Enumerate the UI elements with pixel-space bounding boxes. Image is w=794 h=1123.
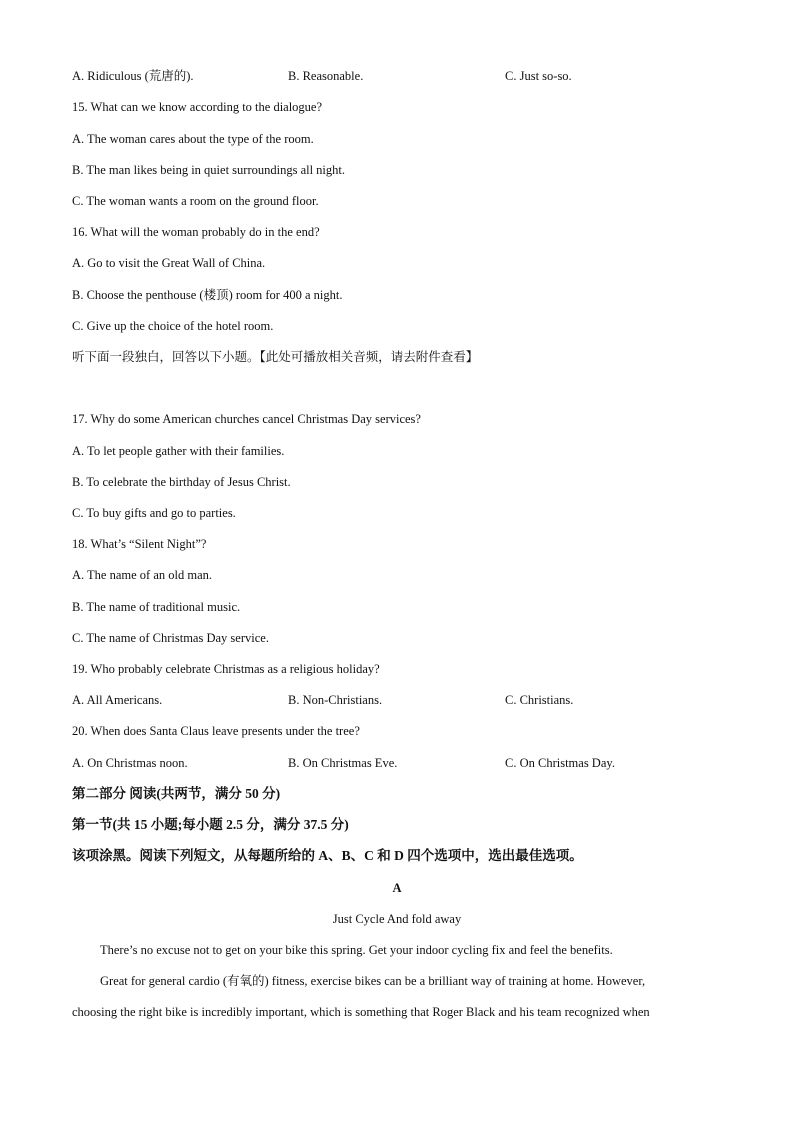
q17-option-b: B. To celebrate the birthday of Jesus Christ. xyxy=(72,475,291,489)
q15-question: 15. What can we know according to the dialogue? xyxy=(72,100,323,114)
q16-question: 16. What will the woman probably do in the end? xyxy=(72,225,320,239)
passage-line-1: There’s no excuse not to get on your bike this spring. Get your indoor cycling fix and feel the benefits. xyxy=(100,943,613,957)
q17-option-a: A. To let people gather with their families. xyxy=(72,444,285,458)
q20-option-b: B. On Christmas Eve. xyxy=(288,756,398,770)
q16-option-c: C. Give up the choice of the hotel room. xyxy=(72,319,274,333)
q14-options xyxy=(0,68,794,84)
q15-option-c: C. The woman wants a room on the ground floor. xyxy=(72,194,319,208)
q18-option-a: A. The name of an old man. xyxy=(72,568,213,582)
q18-option-b: B. The name of traditional music. xyxy=(72,600,241,614)
passage-label: A xyxy=(392,881,402,895)
monologue-instruction: 听下面一段独白，回答以下小题。【此处可播放相关音频，请去附件查看】 xyxy=(72,349,479,364)
q19-option-c: C. Christians. xyxy=(505,693,574,707)
q15-option-a: A. The woman cares about the type of the room. xyxy=(72,132,314,146)
q16-option-a: A. Go to visit the Great Wall of China. xyxy=(72,256,266,270)
q14-option-b: B. Reasonable. xyxy=(288,69,364,83)
q19-question: 19. Who probably celebrate Christmas as a religious holiday? xyxy=(72,662,380,676)
q17-option-c: C. To buy gifts and go to parties. xyxy=(72,506,236,520)
q19-option-a: A. All Americans. xyxy=(72,693,163,707)
q20-option-a: A. On Christmas noon. xyxy=(72,756,188,770)
passage-line-2: Great for general cardio (有氧的) fitness, exercise bikes can be a brilliant way of training at home. However, xyxy=(100,974,646,988)
passage-title: Just Cycle And fold away xyxy=(332,912,462,926)
q14-option-a: A. Ridiculous (荒唐的). xyxy=(72,69,194,83)
q20-options xyxy=(0,755,794,771)
q19-options xyxy=(0,692,794,708)
q20-option-c: C. On Christmas Day. xyxy=(505,756,615,770)
section1-instruction: 该项涂黑。阅读下列短文，从每题所给的 A、B、C 和 D 四个选项中，选出最佳选项。 xyxy=(72,848,583,863)
q20-question: 20. When does Santa Claus leave presents under the tree? xyxy=(72,724,360,738)
q16-option-b: B. Choose the penthouse (楼顶) room for 400 a night. xyxy=(72,288,343,302)
q17-question: 17. Why do some American churches cancel Christmas Day services? xyxy=(72,412,421,426)
q14-option-c: C. Just so-so. xyxy=(505,69,572,83)
section1-title: 第一节(共 15 小题;每小题 2.5 分，满分 37.5 分) xyxy=(72,817,349,832)
q18-option-c: C. The name of Christmas Day service. xyxy=(72,631,269,645)
passage-line-3: choosing the right bike is incredibly important, which is something that Roger Black and his team recognized when xyxy=(72,1005,650,1019)
q19-option-b: B. Non-Christians. xyxy=(288,693,383,707)
q18-question: 18. What’s “Silent Night”? xyxy=(72,537,207,551)
q15-option-b: B. The man likes being in quiet surroundings all night. xyxy=(72,163,346,177)
part2-title: 第二部分 阅读(共两节，满分 50 分) xyxy=(72,786,281,801)
